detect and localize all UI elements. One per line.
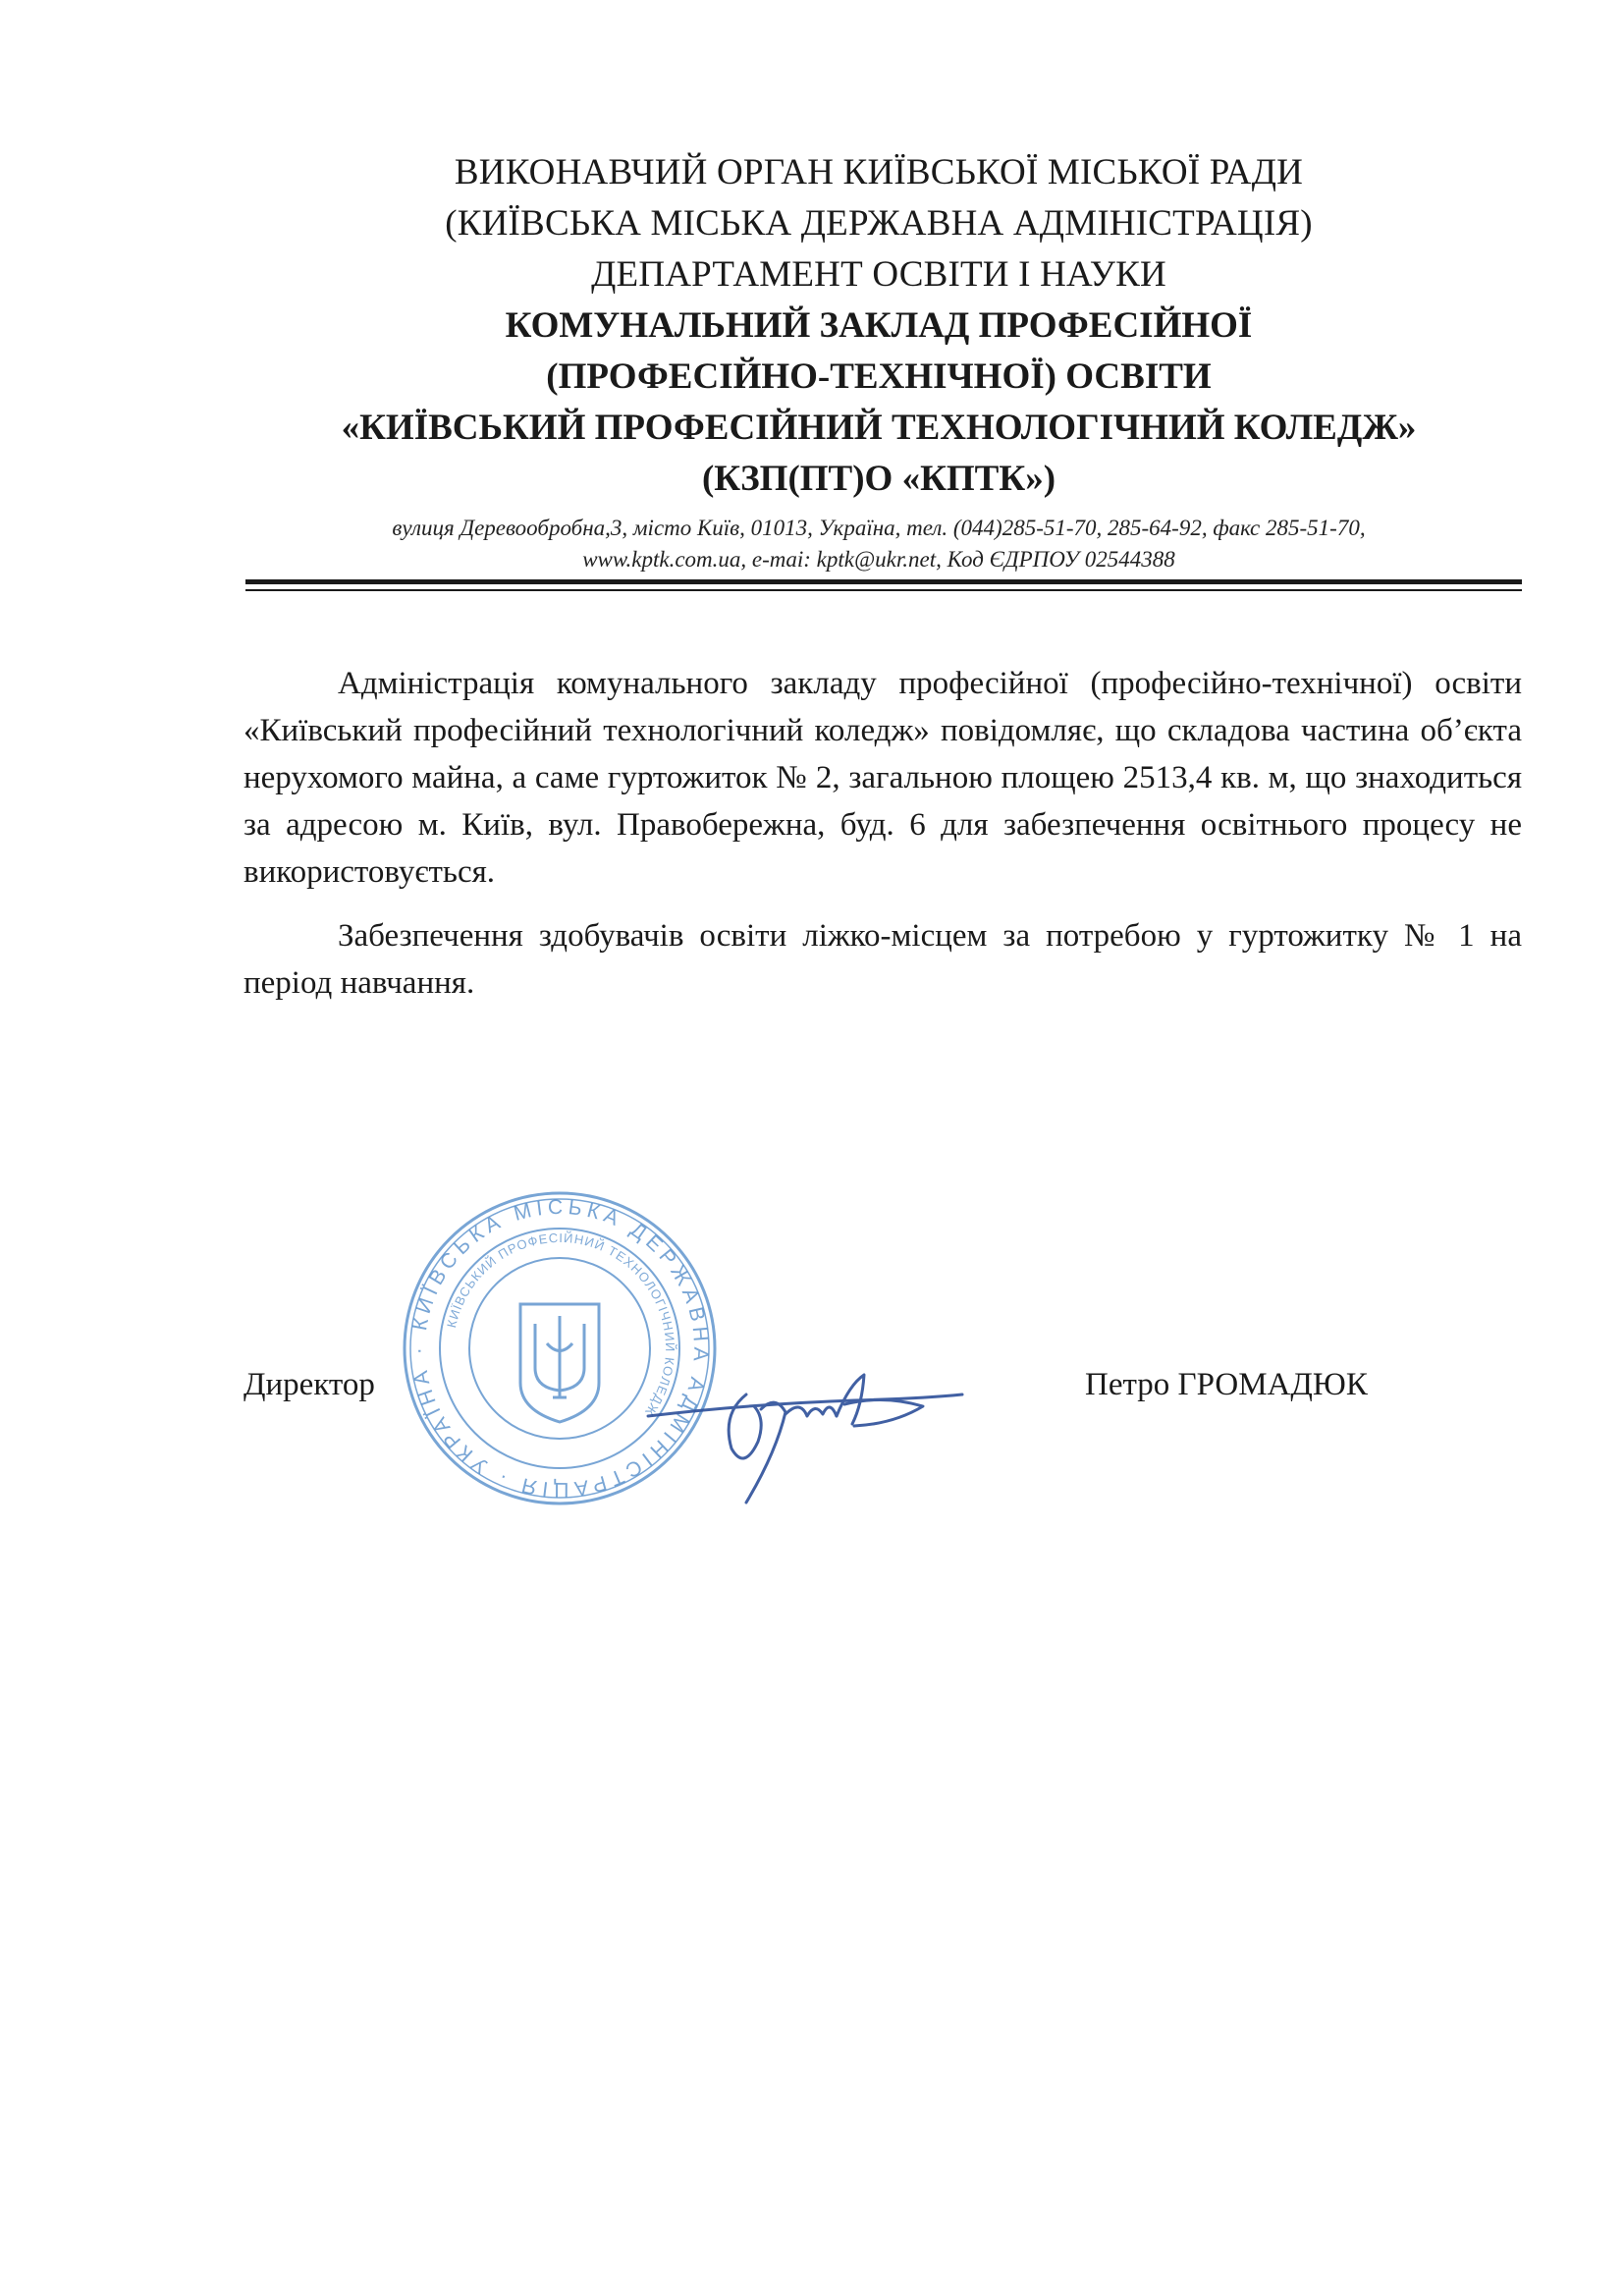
letterhead-council: ВИКОНАВЧИЙ ОРГАН КИЇВСЬКОЇ МІСЬКОЇ РАДИ — [454, 152, 1304, 192]
stamp-inner-text: КИЇВСЬКИЙ ПРОФЕСІЙНИЙ ТЕХНОЛОГІЧНИЙ КОЛЕДЖ — [444, 1230, 678, 1420]
contacts-address: вулиця Деревообробна,3, місто Київ, 01013, Україна, тел. (044)285-51-70, 285-64-92, факс 285-51-70, — [392, 516, 1366, 540]
letterhead — [236, 147, 1522, 575]
body-paragraph: Забезпечення здобувачів освіти ліжко-місцем за потребою у гуртожитку № 1 на період навчання. — [244, 918, 1522, 1001]
letterhead-contacts — [236, 513, 1522, 575]
letterhead-department: ДЕПАРТАМЕНТ ОСВІТИ І НАУКИ — [591, 254, 1166, 295]
letterhead-institution-line1: КОМУНАЛЬНИЙ ЗАКЛАД ПРОФЕСІЙНОЇ — [505, 305, 1253, 346]
letterhead-institution-abbr: (КЗП(ПТ)О «КПТК») — [701, 459, 1056, 499]
signatory-title: Директор — [244, 1367, 375, 1402]
letterhead-institution-line3: «КИЇВСЬКИЙ ПРОФЕСІЙНИЙ ТЕХНОЛОГІЧНИЙ КОЛЕДЖ» — [341, 408, 1417, 448]
letterhead-institution-line2: (ПРОФЕСІЙНО-ТЕХНІЧНОЇ) ОСВІТИ — [546, 356, 1212, 397]
header-divider-thin — [245, 589, 1522, 591]
letter-body — [244, 660, 1522, 1023]
letterhead-administration: (КИЇВСЬКА МІСЬКА ДЕРЖАВНА АДМІНІСТРАЦІЯ) — [445, 203, 1313, 244]
body-paragraph: Адміністрація комунального закладу професійної (професійно-технічної) освіти «Київський професійний технологічний коледж» повідомляє, що складова частина об’єкта нерухомого майна, а саме гуртожиток № 2, загальною площею 2513,4 кв. м, що знаходиться за адресою м. Київ, вул. Правобережна, буд. 6 для забезпечення освітнього процесу не використовується. — [244, 666, 1522, 890]
stamp-outer-text: КИЇВСЬКА МІСЬКА ДЕРЖАВНА АДМІНІСТРАЦІЯ · УКРАЇНА · — [406, 1195, 713, 1502]
handwritten-signature — [628, 1355, 982, 1512]
signatory-name: Петро ГРОМАДЮК — [1085, 1367, 1368, 1402]
header-divider-thick — [245, 579, 1522, 584]
contacts-web-email: www.kptk.com.ua, e-mai: kptk@ukr.net, Код ЄДРПОУ 02544388 — [582, 547, 1175, 572]
